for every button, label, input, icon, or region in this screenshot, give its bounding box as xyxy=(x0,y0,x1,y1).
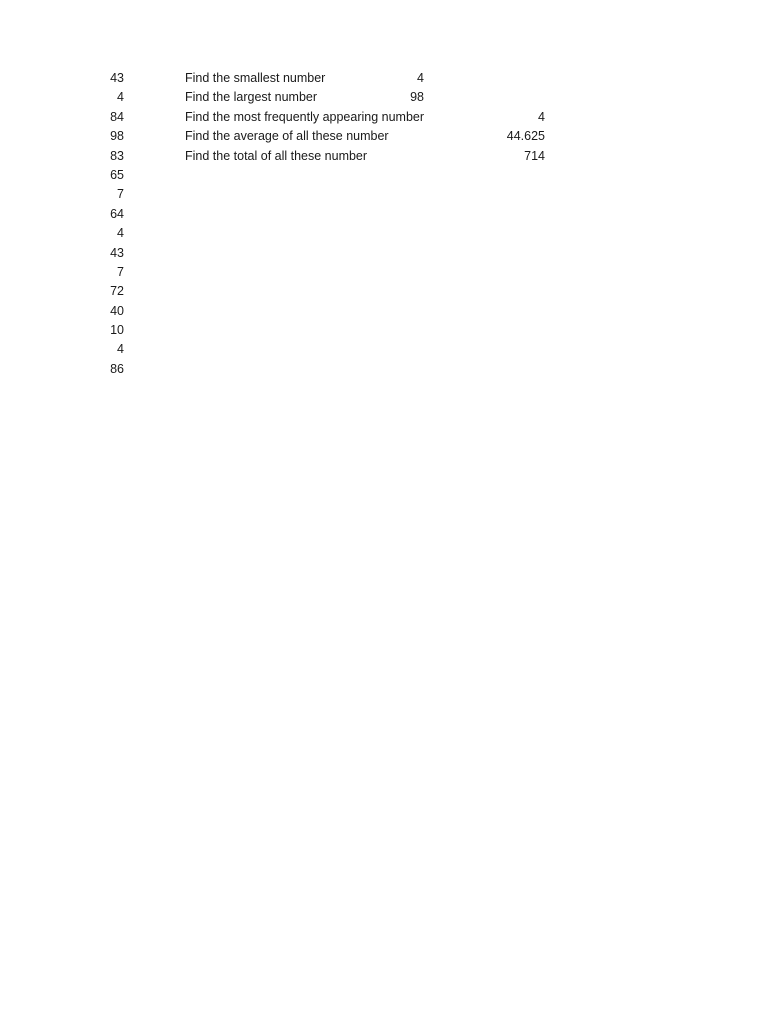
number-cell: 83 xyxy=(110,148,124,163)
number-cell: 72 xyxy=(110,284,124,299)
task-label: Find the average of all these number xyxy=(185,129,389,144)
number-cell: 10 xyxy=(110,323,124,338)
number-cell: 4 xyxy=(117,342,124,357)
task-label: Find the most frequently appearing number xyxy=(185,109,425,124)
number-cell: 40 xyxy=(110,303,124,318)
number-cell: 43 xyxy=(110,245,124,260)
number-cell: 84 xyxy=(110,109,124,124)
number-cell: 64 xyxy=(110,206,124,221)
task-row-average xyxy=(185,127,565,146)
task-value: 4 xyxy=(417,71,424,85)
number-cell: 43 xyxy=(110,71,124,85)
task-value: 4 xyxy=(538,109,545,124)
task-value: 714 xyxy=(524,148,545,163)
task-row-largest xyxy=(185,88,565,107)
number-cell: 4 xyxy=(117,226,124,241)
number-column xyxy=(90,69,124,379)
number-cell: 7 xyxy=(117,187,124,202)
task-label: Find the smallest number xyxy=(185,71,326,85)
number-cell: 4 xyxy=(117,90,124,105)
task-label: Find the total of all these number xyxy=(185,148,368,163)
task-label: Find the largest number xyxy=(185,90,318,105)
task-row-mode xyxy=(185,108,565,127)
number-cell: 65 xyxy=(110,167,124,182)
task-row-smallest xyxy=(185,69,565,88)
task-list xyxy=(185,69,565,166)
number-cell: 98 xyxy=(110,129,124,144)
number-cell: 86 xyxy=(110,361,124,376)
task-row-total xyxy=(185,147,565,166)
task-value: 44.625 xyxy=(506,129,545,144)
number-cell: 7 xyxy=(117,264,124,279)
task-value: 98 xyxy=(410,90,424,105)
